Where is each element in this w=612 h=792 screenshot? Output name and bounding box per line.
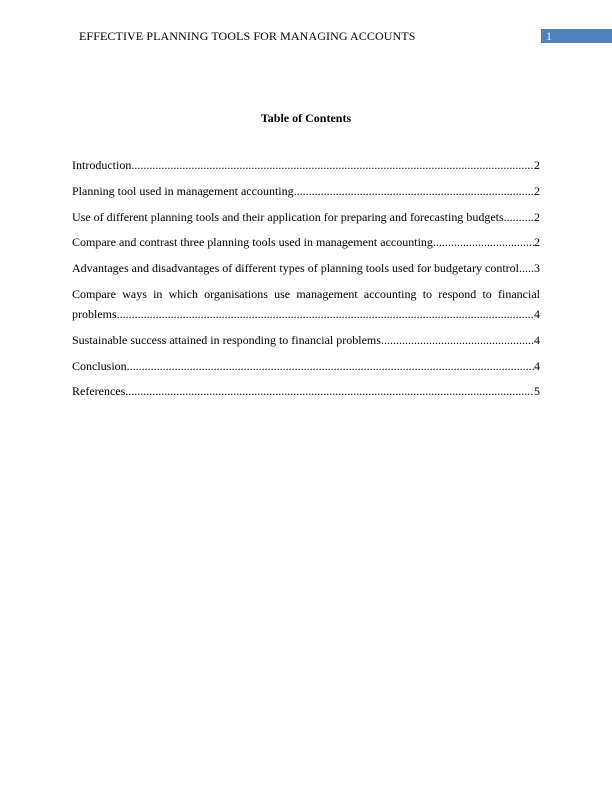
toc-entry-page: 4 [534,333,540,347]
toc-entry-page: 2 [534,158,540,172]
page-number-badge [541,29,612,43]
toc-leader-dots [294,181,534,201]
toc-entry-sustainable-success[interactable] [72,330,540,350]
toc-entry-text-line1: Compare ways in which organisations use management accounting to respond to financial [72,287,540,301]
toc-entry-text: Planning tool used in management accounting [72,184,294,198]
toc-entry-introduction[interactable] [72,155,540,175]
toc-leader-dots [117,304,534,324]
toc-entry-page: 3 [534,261,540,275]
toc-entry-text: Use of different planning tools and their application for preparing and forecasting budgets [72,210,504,224]
toc-entry-text: Conclusion [72,359,127,373]
toc-leader-dots [504,207,534,227]
header-title: EFFECTIVE PLANNING TOOLS FOR MANAGING ACCOUNTS [79,29,416,43]
toc-entry-different-planning-tools[interactable] [72,207,540,227]
toc-entry-advantages-disadvantages[interactable] [72,258,540,278]
toc-entry-text: Introduction [72,158,132,172]
toc-entry-text-line2: problems [72,307,117,321]
toc-entry-page: 5 [534,384,540,398]
toc-leader-dots [125,381,534,401]
toc-leader-dots [381,330,534,350]
toc-entry-compare-ways[interactable] [72,284,540,324]
toc-title: Table of Contents [260,111,352,125]
toc-leader-dots [127,356,534,376]
toc-entry-text: References [72,384,126,398]
toc-entry-page: 2 [534,184,540,198]
toc-leader-dots [131,155,534,175]
toc-entry-text: Sustainable success attained in responding to financial problems [72,333,381,347]
toc-entry-text: Compare and contrast three planning tools used in management accounting [72,235,433,249]
toc-entry-page: 4 [534,359,540,373]
toc-leader-dots [433,232,534,252]
toc-entry-compare-three-tools[interactable] [72,232,540,252]
toc-entry-page: 4 [534,307,540,321]
toc-entry-text: Advantages and disadvantages of different types of planning tools used for budgetary control [72,261,519,275]
toc-entry-page: 2 [534,210,540,224]
toc-entry-page: 2 [534,235,540,249]
page-header [0,0,612,44]
toc-leader-dots [519,258,534,278]
toc-entry-conclusion[interactable] [72,356,540,376]
page-number: 1 [546,29,552,43]
toc-entry-references[interactable] [72,381,540,401]
toc-entry-planning-tool[interactable] [72,181,540,201]
